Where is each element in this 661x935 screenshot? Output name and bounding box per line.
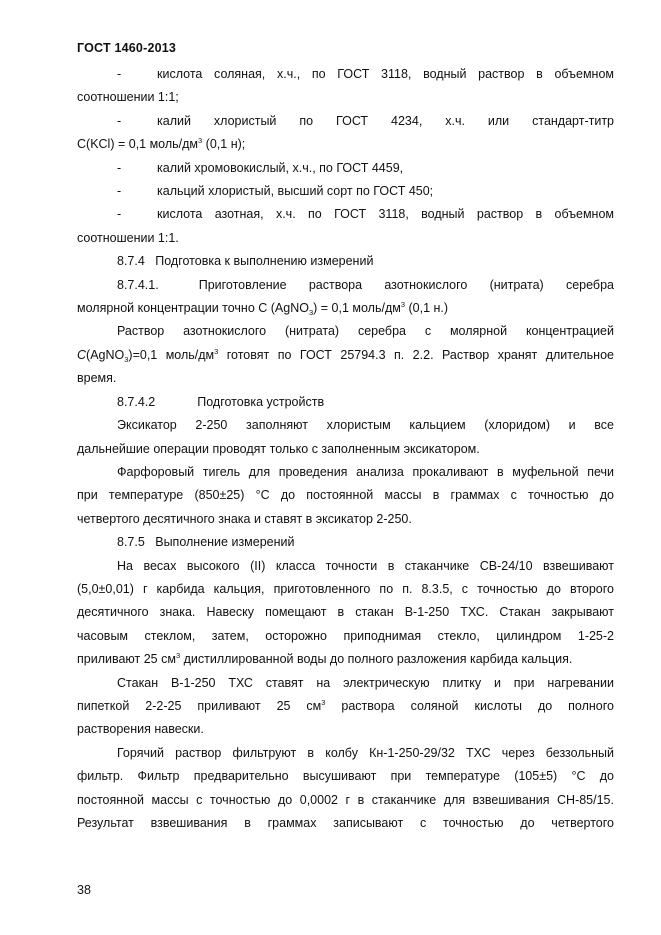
paragraph-line: пипеткой 2-2-25 приливают 25 $см^3$ раствора соляной кислоты до полного [77,697,614,713]
reagent-item: - калий хлористый по ГОСТ 4234, х.ч. или стандарт-титр [77,110,614,133]
reagent-item-cont: соотношении 1:1. [77,230,179,245]
paragraph-line: фильтр. Фильтр предварительно высушивают при температуре (105±5) °С до [77,769,614,784]
paragraph: На весах высокого (II) класса точности в стаканчике СВ-24/10 взвешивают [117,558,614,573]
paragraph-line: приливают 25 $см^3$ дистиллированной воды до полного разложения карбида кальция. [77,651,573,667]
paragraph-line: C(AgNO$_3$)=0,1 моль/$дм^3$ готовят по ГОСТ 25794.3 п. 2.2. Раствор хранят длительное [77,346,614,364]
page-number: 38 [77,883,91,897]
paragraph-line: при температуре (850±25) °С до постоянной массы в граммах с точностью до [77,488,614,503]
document-body [77,63,614,835]
reagent-item: - калий хромовокислый, х.ч., по ГОСТ 4459, [77,157,614,180]
paragraph-line: постоянной массы с точностью до 0,0002 г в стаканчике для взвешивания СН-85/15. [77,792,614,807]
document-title: ГОСТ 1460-2013 [77,41,177,55]
section-heading: 8.7.5 Выполнение измерений [117,535,295,550]
section-heading: 8.7.4 Подготовка к выполнению измерений [117,254,374,269]
paragraph-line: Результат взвешивания в граммах записывают с точностью до четвертого [77,816,614,830]
reagent-item-cont: соотношении 1:1; [77,90,179,105]
list-dash: - [117,184,122,199]
reagent-item-cont: C(KCl) = 0,1 моль/$дм^3$ (0,1 н); [77,136,246,152]
list-dash: - [117,160,122,175]
list-dash: - [117,207,122,222]
paragraph-line: десятичного знака. Навеску помещают в стакан В-1-250 ТХС. Стакан закрывают [77,605,614,620]
reagent-item: - кальций хлористый, высший сорт по ГОСТ 450; [77,180,614,203]
paragraph: Фарфоровый тигель для проведения анализа прокаливают в муфельной печи [117,464,614,479]
paragraph-line: дальнейшие операции проводят только с заполненным эксикатором. [77,441,480,456]
paragraph-line: четвертого десятичного знака и ставят в эксикатор 2-250. [77,511,412,526]
paragraph-line: часовым стеклом, затем, осторожно приподнимая стекло, цилиндром 1-25-2 [77,628,614,643]
paragraph: Раствор азотнокислого (нитрата) серебра с молярной концентрацией [117,324,614,339]
subsection-heading: 8.7.4.2 Подготовка устройств [117,394,325,409]
paragraph: Стакан В-1-250 ТХС ставят на электрическую плитку и при нагревании [117,675,614,690]
paragraph-line: (5,0±0,01) г карбида кальция, приготовленного по п. 8.3.5, с точностью до второго [77,581,614,596]
list-dash: - [117,67,122,81]
paragraph-line: растворения навески. [77,722,204,737]
reagent-item: - кислота азотная, х.ч. по ГОСТ 3118, водный раствор в объемном [77,203,614,226]
paragraph: Эксикатор 2-250 заполняют хлористым кальцием (хлоридом) и все [117,418,614,433]
subsection-heading: 8.7.4.1. Приготовление раствора азотнокислого (нитрата) серебра [117,277,614,292]
paragraph: Горячий раствор фильтруют в колбу Кн-1-250-29/32 ТХС через беззольный [117,745,614,760]
list-dash: - [117,113,122,128]
subsection-heading-cont: молярной концентрации точно C (AgNO$_3$) = 0,1 моль/$дм^3$ (0,1 н.) [77,300,449,318]
paragraph-line: время. [77,371,117,386]
reagent-item: - кислота соляная, х.ч., по ГОСТ 3118, водный раствор в объемном [77,63,614,86]
